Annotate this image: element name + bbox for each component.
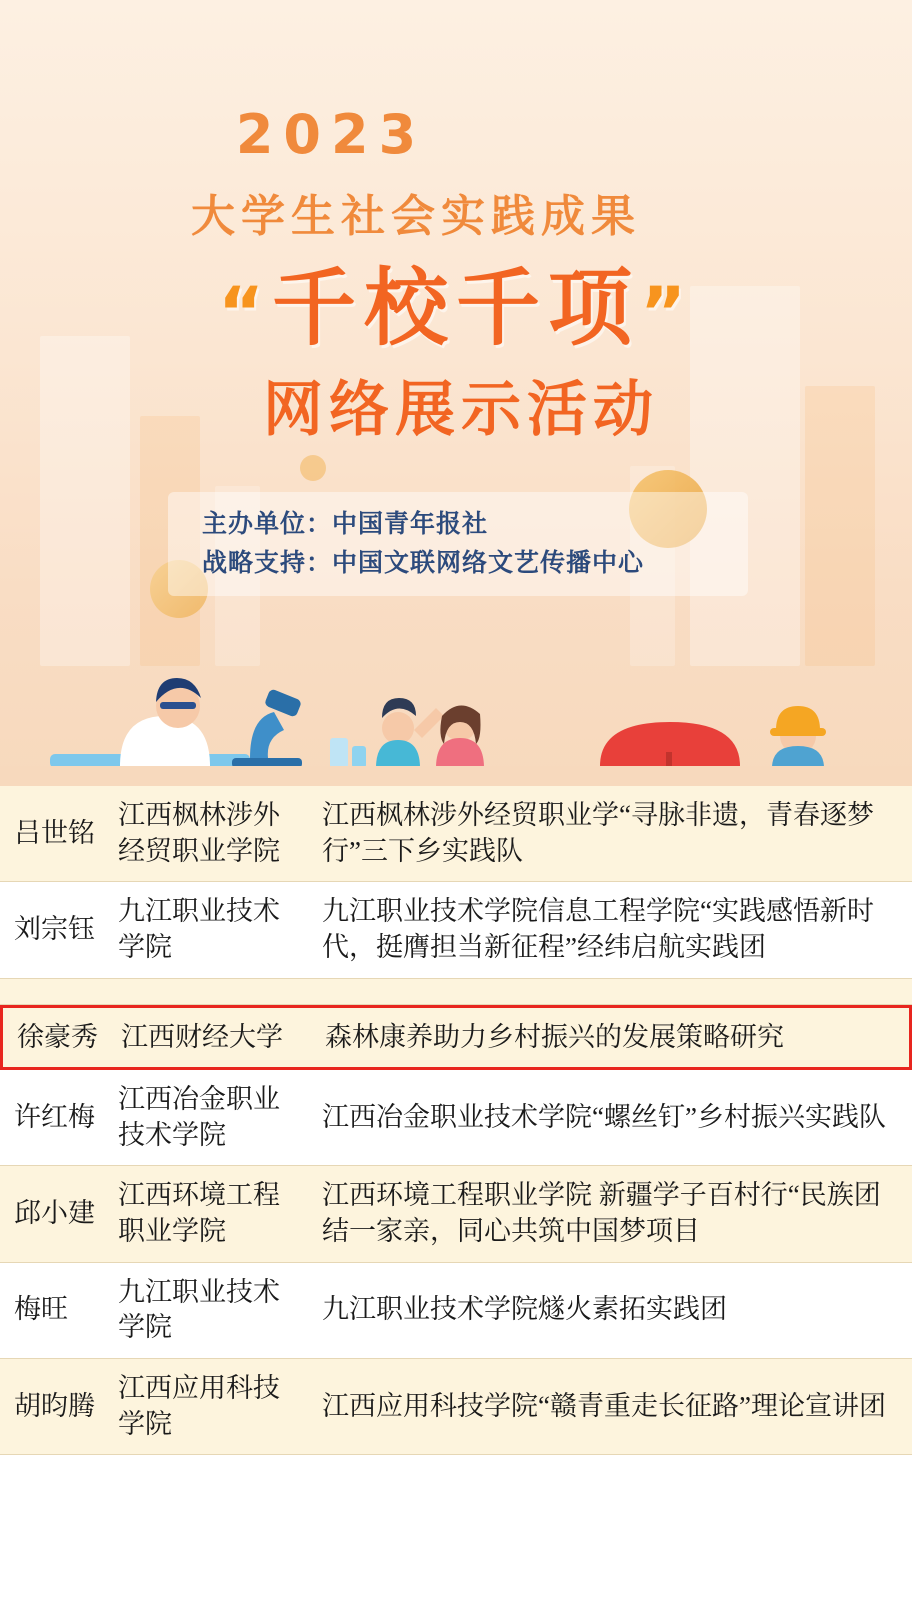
table-cell-project: 江西环境工程职业学院 新疆学子百村行“民族团结一家亲，同心共筑中国梦项目 (322, 1180, 881, 1246)
table-cell-project: 森林康养助力乡村振兴的发展策略研究 (325, 1021, 784, 1052)
table-row[interactable] (0, 1263, 912, 1359)
table-cell-name: 邱小建 (14, 1198, 95, 1229)
table-row[interactable] (0, 786, 912, 882)
decorative-circle-small (300, 455, 326, 481)
poster-main-title (0, 259, 912, 357)
table-cell-school: 江西冶金职业技术学院 (118, 1084, 280, 1150)
table-cell-name: 梅旺 (14, 1294, 68, 1325)
table-row-spacer (0, 979, 912, 1005)
table-row[interactable] (0, 882, 912, 978)
table-cell-project: 江西应用科技学院“赣青重走长征路”理论宣讲团 (322, 1390, 886, 1421)
table-cell-school: 九江职业技术学院 (118, 896, 280, 962)
table-cell-name: 胡昀腾 (14, 1390, 95, 1421)
poster-subtitle-top: 大学生社会实践成果 (191, 191, 641, 242)
table-cell-school: 江西环境工程职业学院 (118, 1180, 280, 1246)
organizer-panel (168, 492, 748, 596)
results-table (0, 786, 912, 1455)
table-cell-school: 江西财经大学 (121, 1021, 283, 1052)
right-quote-mark: ” (640, 272, 695, 354)
table-cell-project: 江西冶金职业技术学院“螺丝钉”乡村振兴实践队 (322, 1101, 886, 1132)
table-cell-name: 刘宗钰 (14, 914, 95, 945)
organizer-line: 主办单位：中国青年报社 (202, 511, 489, 538)
poster-header (0, 0, 912, 786)
poster-title-block (0, 103, 912, 448)
table-cell-project: 九江职业技术学院燧火素拓实践团 (322, 1294, 727, 1325)
table-row[interactable] (0, 1359, 912, 1455)
illustration-strip (0, 666, 912, 786)
poster-year: 2023 (235, 103, 427, 166)
poster-subtitle-bottom: 网络展示活动 (263, 375, 659, 446)
table-cell-name: 徐豪秀 (17, 1021, 98, 1052)
table-cell-project: 江西枫林涉外经贸职业学“寻脉非遗，青春逐梦行”三下乡实践队 (322, 800, 874, 866)
table-row[interactable] (0, 1070, 912, 1166)
table-cell-name: 吕世铭 (14, 817, 95, 848)
table-row-highlighted[interactable] (0, 1005, 912, 1071)
table-cell-project: 九江职业技术学院信息工程学院“实践感悟新时代，挺膺担当新征程”经纬启航实践团 (322, 896, 874, 962)
table-cell-name: 许红梅 (14, 1101, 95, 1132)
poster-main-title-text: 千校千项 (271, 259, 640, 357)
strategic-support-line: 战略支持：中国文联网络文艺传播中心 (202, 549, 645, 577)
table-cell-school: 江西应用科技学院 (118, 1372, 280, 1439)
table-row[interactable] (0, 1166, 912, 1262)
table-cell-school: 江西枫林涉外经贸职业学院 (118, 800, 280, 866)
table-cell-school: 九江职业技术学院 (118, 1276, 280, 1343)
left-quote-mark: “ (217, 272, 272, 354)
